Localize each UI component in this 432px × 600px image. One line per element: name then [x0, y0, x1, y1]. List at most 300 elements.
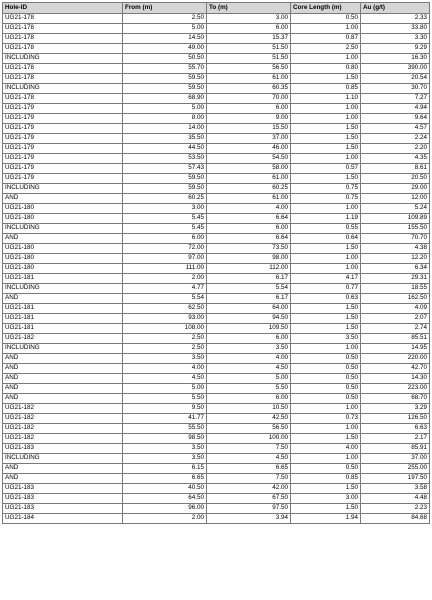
- cell-to: 51.50: [207, 43, 291, 53]
- cell-hole-id: UG21-179: [3, 173, 123, 183]
- cell-hole-id: INCLUDING: [3, 223, 123, 233]
- cell-core-length: 0.57: [291, 163, 361, 173]
- cell-core-length: 0.50: [291, 353, 361, 363]
- cell-core-length: 1.00: [291, 423, 361, 433]
- cell-core-length: 0.85: [291, 83, 361, 93]
- cell-hole-id: UG21-178: [3, 73, 123, 83]
- cell-au: 2.33: [361, 13, 430, 23]
- cell-to: 3.50: [207, 343, 291, 353]
- cell-from: 55.70: [123, 63, 207, 73]
- cell-hole-id: UG21-181: [3, 303, 123, 313]
- cell-from: 5.45: [123, 213, 207, 223]
- cell-au: 4.35: [361, 153, 430, 163]
- cell-to: 56.50: [207, 63, 291, 73]
- cell-hole-id: UG21-182: [3, 333, 123, 343]
- cell-au: 4.57: [361, 123, 430, 133]
- cell-from: 96.00: [123, 503, 207, 513]
- cell-hole-id: UG21-178: [3, 63, 123, 73]
- cell-au: 223.00: [361, 383, 430, 393]
- cell-au: 20.50: [361, 173, 430, 183]
- cell-to: 6.00: [207, 23, 291, 33]
- cell-au: 3.29: [361, 403, 430, 413]
- cell-from: 60.25: [123, 193, 207, 203]
- table-row: [3, 43, 430, 53]
- cell-from: 2.00: [123, 513, 207, 523]
- table-row: [3, 463, 430, 473]
- cell-core-length: 1.00: [291, 403, 361, 413]
- cell-to: 94.50: [207, 313, 291, 323]
- cell-from: 57.43: [123, 163, 207, 173]
- table-row: [3, 243, 430, 253]
- cell-to: 5.00: [207, 373, 291, 383]
- cell-core-length: 1.00: [291, 263, 361, 273]
- cell-to: 60.25: [207, 183, 291, 193]
- cell-au: 4.38: [361, 243, 430, 253]
- cell-from: 3.50: [123, 443, 207, 453]
- cell-au: 20.54: [361, 73, 430, 83]
- cell-to: 7.50: [207, 443, 291, 453]
- cell-au: 14.30: [361, 373, 430, 383]
- table-row: [3, 153, 430, 163]
- cell-to: 61.00: [207, 193, 291, 203]
- table-row: [3, 493, 430, 503]
- table-row: [3, 333, 430, 343]
- cell-from: 50.50: [123, 53, 207, 63]
- table-row: [3, 33, 430, 43]
- cell-to: 6.17: [207, 293, 291, 303]
- cell-hole-id: INCLUDING: [3, 183, 123, 193]
- table-row: [3, 223, 430, 233]
- cell-au: 6.34: [361, 263, 430, 273]
- cell-hole-id: UG21-179: [3, 113, 123, 123]
- cell-au: 126.50: [361, 413, 430, 423]
- cell-core-length: 1.50: [291, 323, 361, 333]
- cell-from: 4.50: [123, 373, 207, 383]
- cell-core-length: 1.50: [291, 133, 361, 143]
- cell-au: 3.30: [361, 33, 430, 43]
- cell-au: 9.64: [361, 113, 430, 123]
- cell-au: 5.24: [361, 203, 430, 213]
- cell-au: 2.07: [361, 313, 430, 323]
- cell-au: 37.00: [361, 453, 430, 463]
- cell-core-length: 0.75: [291, 183, 361, 193]
- table-header: [3, 3, 430, 14]
- cell-au: 12.00: [361, 193, 430, 203]
- cell-from: 3.00: [123, 203, 207, 213]
- cell-from: 59.50: [123, 173, 207, 183]
- cell-core-length: 1.00: [291, 453, 361, 463]
- cell-to: 109.50: [207, 323, 291, 333]
- cell-to: 3.94: [207, 513, 291, 523]
- table-row: [3, 393, 430, 403]
- cell-hole-id: AND: [3, 363, 123, 373]
- cell-core-length: 1.00: [291, 343, 361, 353]
- header-row: [3, 3, 430, 14]
- cell-to: 4.50: [207, 363, 291, 373]
- column-header-from: From (m): [123, 3, 207, 14]
- cell-from: 5.00: [123, 23, 207, 33]
- cell-au: 29.31: [361, 273, 430, 283]
- cell-from: 2.50: [123, 333, 207, 343]
- cell-core-length: 1.50: [291, 143, 361, 153]
- cell-from: 59.50: [123, 73, 207, 83]
- cell-to: 60.35: [207, 83, 291, 93]
- cell-au: 84.68: [361, 513, 430, 523]
- cell-hole-id: INCLUDING: [3, 83, 123, 93]
- cell-core-length: 1.50: [291, 483, 361, 493]
- cell-to: 46.00: [207, 143, 291, 153]
- cell-core-length: 1.50: [291, 243, 361, 253]
- cell-to: 6.00: [207, 223, 291, 233]
- cell-au: 7.27: [361, 93, 430, 103]
- cell-from: 97.00: [123, 253, 207, 263]
- cell-hole-id: UG21-183: [3, 443, 123, 453]
- table-row: [3, 123, 430, 133]
- cell-hole-id: UG21-179: [3, 163, 123, 173]
- cell-core-length: 1.50: [291, 173, 361, 183]
- table-row: [3, 303, 430, 313]
- table-row: [3, 173, 430, 183]
- cell-from: 5.54: [123, 293, 207, 303]
- cell-to: 100.00: [207, 433, 291, 443]
- cell-au: 70.70: [361, 233, 430, 243]
- cell-hole-id: UG21-181: [3, 273, 123, 283]
- table-row: [3, 143, 430, 153]
- cell-to: 97.50: [207, 503, 291, 513]
- cell-au: 12.20: [361, 253, 430, 263]
- cell-hole-id: AND: [3, 373, 123, 383]
- cell-hole-id: UG21-181: [3, 323, 123, 333]
- cell-from: 4.00: [123, 363, 207, 373]
- cell-hole-id: UG21-183: [3, 483, 123, 493]
- cell-hole-id: INCLUDING: [3, 343, 123, 353]
- table-row: [3, 283, 430, 293]
- cell-to: 7.50: [207, 473, 291, 483]
- cell-hole-id: UG21-182: [3, 403, 123, 413]
- table-row: [3, 503, 430, 513]
- cell-core-length: 1.00: [291, 203, 361, 213]
- cell-au: 18.55: [361, 283, 430, 293]
- cell-from: 53.50: [123, 153, 207, 163]
- cell-to: 6.17: [207, 273, 291, 283]
- cell-au: 2.23: [361, 503, 430, 513]
- cell-au: 68.70: [361, 393, 430, 403]
- drill-results-table: [2, 2, 430, 524]
- cell-from: 59.50: [123, 83, 207, 93]
- cell-to: 54.50: [207, 153, 291, 163]
- column-header-hole-id: Hole-ID: [3, 3, 123, 14]
- cell-to: 5.50: [207, 383, 291, 393]
- table-row: [3, 113, 430, 123]
- cell-hole-id: UG21-179: [3, 153, 123, 163]
- table-row: [3, 83, 430, 93]
- cell-au: 162.50: [361, 293, 430, 303]
- cell-from: 41.77: [123, 413, 207, 423]
- cell-from: 111.00: [123, 263, 207, 273]
- cell-core-length: 0.50: [291, 363, 361, 373]
- cell-au: 4.94: [361, 103, 430, 113]
- cell-core-length: 0.80: [291, 63, 361, 73]
- table-row: [3, 193, 430, 203]
- cell-to: 4.00: [207, 353, 291, 363]
- cell-core-length: 3.50: [291, 333, 361, 343]
- cell-to: 4.50: [207, 453, 291, 463]
- cell-core-length: 1.00: [291, 53, 361, 63]
- table-row: [3, 53, 430, 63]
- cell-from: 5.45: [123, 223, 207, 233]
- cell-au: 30.70: [361, 83, 430, 93]
- table-row: [3, 433, 430, 443]
- cell-core-length: 0.77: [291, 283, 361, 293]
- cell-core-length: 1.50: [291, 123, 361, 133]
- cell-hole-id: AND: [3, 393, 123, 403]
- table-row: [3, 363, 430, 373]
- cell-hole-id: INCLUDING: [3, 53, 123, 63]
- table-row: [3, 263, 430, 273]
- table-row: [3, 273, 430, 283]
- cell-to: 6.65: [207, 463, 291, 473]
- table-row: [3, 163, 430, 173]
- cell-core-length: 1.00: [291, 153, 361, 163]
- cell-au: 8.61: [361, 163, 430, 173]
- cell-core-length: 1.50: [291, 303, 361, 313]
- cell-core-length: 2.50: [291, 43, 361, 53]
- table-row: [3, 403, 430, 413]
- cell-to: 6.00: [207, 333, 291, 343]
- cell-from: 8.00: [123, 113, 207, 123]
- cell-to: 112.00: [207, 263, 291, 273]
- cell-hole-id: UG21-181: [3, 313, 123, 323]
- table-row: [3, 353, 430, 363]
- table-body: [3, 13, 430, 523]
- cell-core-length: 0.50: [291, 463, 361, 473]
- cell-to: 56.50: [207, 423, 291, 433]
- cell-au: 33.80: [361, 23, 430, 33]
- cell-from: 68.90: [123, 93, 207, 103]
- cell-from: 93.00: [123, 313, 207, 323]
- cell-from: 2.00: [123, 273, 207, 283]
- cell-hole-id: UG21-179: [3, 103, 123, 113]
- cell-core-length: 1.94: [291, 513, 361, 523]
- cell-hole-id: INCLUDING: [3, 283, 123, 293]
- cell-from: 2.50: [123, 343, 207, 353]
- cell-to: 4.00: [207, 203, 291, 213]
- cell-au: 2.24: [361, 133, 430, 143]
- cell-au: 390.00: [361, 63, 430, 73]
- table-row: [3, 413, 430, 423]
- table-row: [3, 473, 430, 483]
- cell-core-length: 1.19: [291, 213, 361, 223]
- table-row: [3, 93, 430, 103]
- table-row: [3, 63, 430, 73]
- cell-from: 72.00: [123, 243, 207, 253]
- cell-au: 14.95: [361, 343, 430, 353]
- cell-to: 3.00: [207, 13, 291, 23]
- cell-au: 9.29: [361, 43, 430, 53]
- cell-from: 14.50: [123, 33, 207, 43]
- cell-au: 197.50: [361, 473, 430, 483]
- cell-hole-id: UG21-182: [3, 433, 123, 443]
- table-row: [3, 23, 430, 33]
- cell-from: 5.00: [123, 103, 207, 113]
- cell-from: 6.15: [123, 463, 207, 473]
- cell-to: 6.00: [207, 393, 291, 403]
- cell-au: 29.00: [361, 183, 430, 193]
- cell-hole-id: UG21-178: [3, 23, 123, 33]
- drill-results-sheet: [2, 2, 429, 524]
- cell-to: 6.64: [207, 233, 291, 243]
- cell-to: 37.00: [207, 133, 291, 143]
- cell-hole-id: UG21-179: [3, 123, 123, 133]
- cell-from: 14.00: [123, 123, 207, 133]
- table-row: [3, 293, 430, 303]
- cell-core-length: 1.00: [291, 103, 361, 113]
- cell-to: 9.00: [207, 113, 291, 123]
- cell-core-length: 1.00: [291, 253, 361, 263]
- cell-core-length: 0.50: [291, 393, 361, 403]
- cell-hole-id: AND: [3, 193, 123, 203]
- cell-core-length: 1.10: [291, 93, 361, 103]
- cell-au: 109.89: [361, 213, 430, 223]
- cell-au: 4.09: [361, 303, 430, 313]
- cell-hole-id: UG21-178: [3, 33, 123, 43]
- table-row: [3, 443, 430, 453]
- cell-from: 4.77: [123, 283, 207, 293]
- cell-core-length: 0.50: [291, 383, 361, 393]
- cell-to: 42.50: [207, 413, 291, 423]
- cell-to: 67.50: [207, 493, 291, 503]
- cell-to: 58.00: [207, 163, 291, 173]
- cell-au: 155.50: [361, 223, 430, 233]
- cell-au: 2.74: [361, 323, 430, 333]
- cell-to: 15.50: [207, 123, 291, 133]
- cell-hole-id: AND: [3, 463, 123, 473]
- cell-core-length: 0.50: [291, 13, 361, 23]
- column-header-au: Au (g/t): [361, 3, 430, 14]
- cell-hole-id: UG21-180: [3, 263, 123, 273]
- cell-hole-id: UG21-182: [3, 413, 123, 423]
- cell-core-length: 1.00: [291, 23, 361, 33]
- table-row: [3, 103, 430, 113]
- cell-hole-id: UG21-179: [3, 133, 123, 143]
- cell-core-length: 4.00: [291, 443, 361, 453]
- cell-from: 6.65: [123, 473, 207, 483]
- table-row: [3, 313, 430, 323]
- table-row: [3, 423, 430, 433]
- cell-from: 62.50: [123, 303, 207, 313]
- cell-core-length: 1.50: [291, 503, 361, 513]
- cell-core-length: 0.50: [291, 373, 361, 383]
- table-row: [3, 203, 430, 213]
- table-row: [3, 233, 430, 243]
- cell-core-length: 0.73: [291, 413, 361, 423]
- cell-core-length: 0.64: [291, 233, 361, 243]
- cell-from: 5.00: [123, 383, 207, 393]
- table-row: [3, 183, 430, 193]
- cell-core-length: 0.75: [291, 193, 361, 203]
- cell-au: 85.51: [361, 333, 430, 343]
- cell-au: 6.63: [361, 423, 430, 433]
- cell-au: 220.00: [361, 353, 430, 363]
- cell-from: 108.00: [123, 323, 207, 333]
- cell-hole-id: AND: [3, 293, 123, 303]
- cell-to: 61.00: [207, 173, 291, 183]
- column-header-core-length: Core Length (m): [291, 3, 361, 14]
- cell-from: 2.50: [123, 13, 207, 23]
- table-row: [3, 383, 430, 393]
- cell-from: 98.50: [123, 433, 207, 443]
- cell-hole-id: AND: [3, 383, 123, 393]
- cell-to: 6.00: [207, 103, 291, 113]
- cell-au: 2.17: [361, 433, 430, 443]
- cell-core-length: 3.00: [291, 493, 361, 503]
- cell-hole-id: UG21-183: [3, 503, 123, 513]
- cell-from: 40.50: [123, 483, 207, 493]
- cell-from: 64.50: [123, 493, 207, 503]
- cell-hole-id: AND: [3, 233, 123, 243]
- cell-core-length: 1.50: [291, 73, 361, 83]
- cell-to: 5.54: [207, 283, 291, 293]
- cell-from: 44.50: [123, 143, 207, 153]
- table-row: [3, 133, 430, 143]
- table-row: [3, 513, 430, 523]
- cell-from: 6.00: [123, 233, 207, 243]
- cell-hole-id: INCLUDING: [3, 453, 123, 463]
- table-row: [3, 373, 430, 383]
- table-row: [3, 323, 430, 333]
- cell-hole-id: UG21-180: [3, 243, 123, 253]
- cell-hole-id: AND: [3, 473, 123, 483]
- cell-core-length: 1.50: [291, 433, 361, 443]
- cell-to: 51.50: [207, 53, 291, 63]
- cell-au: 42.70: [361, 363, 430, 373]
- cell-hole-id: UG21-180: [3, 203, 123, 213]
- cell-hole-id: UG21-178: [3, 93, 123, 103]
- cell-hole-id: UG21-180: [3, 253, 123, 263]
- cell-hole-id: UG21-178: [3, 13, 123, 23]
- cell-to: 70.00: [207, 93, 291, 103]
- cell-from: 3.50: [123, 353, 207, 363]
- table-row: [3, 483, 430, 493]
- cell-core-length: 1.50: [291, 313, 361, 323]
- cell-from: 5.50: [123, 393, 207, 403]
- cell-hole-id: UG21-180: [3, 213, 123, 223]
- cell-from: 59.50: [123, 183, 207, 193]
- cell-to: 42.00: [207, 483, 291, 493]
- cell-hole-id: UG21-182: [3, 423, 123, 433]
- cell-to: 15.37: [207, 33, 291, 43]
- cell-hole-id: UG21-184: [3, 513, 123, 523]
- cell-from: 55.50: [123, 423, 207, 433]
- column-header-to: To (m): [207, 3, 291, 14]
- cell-au: 3.58: [361, 483, 430, 493]
- cell-au: 16.30: [361, 53, 430, 63]
- cell-to: 10.50: [207, 403, 291, 413]
- table-row: [3, 13, 430, 23]
- cell-au: 255.00: [361, 463, 430, 473]
- cell-to: 73.50: [207, 243, 291, 253]
- cell-hole-id: AND: [3, 353, 123, 363]
- cell-core-length: 0.85: [291, 473, 361, 483]
- cell-au: 85.91: [361, 443, 430, 453]
- table-row: [3, 73, 430, 83]
- cell-from: 3.50: [123, 453, 207, 463]
- cell-core-length: 0.87: [291, 33, 361, 43]
- cell-hole-id: UG21-183: [3, 493, 123, 503]
- cell-from: 35.50: [123, 133, 207, 143]
- table-row: [3, 213, 430, 223]
- cell-to: 98.00: [207, 253, 291, 263]
